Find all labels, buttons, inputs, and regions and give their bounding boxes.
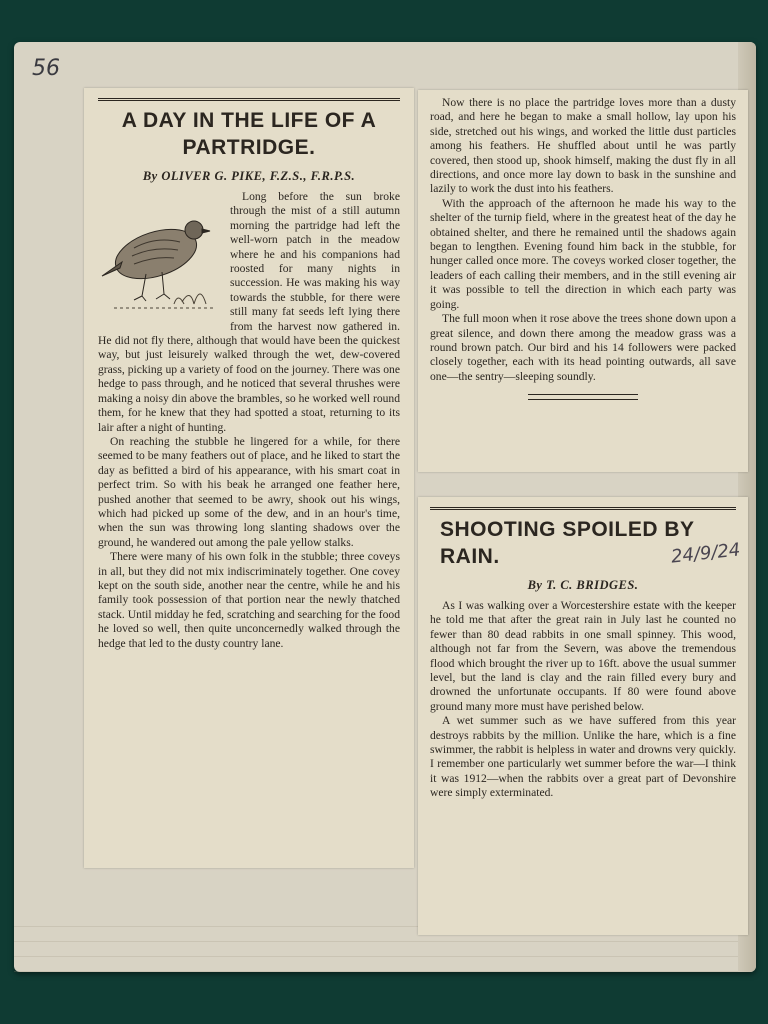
article-paragraph: There were many of his own folk in the stubble; three coveys in all, but they did not mix indiscriminately together. One covey kept on the south side, another near the centre, while he and his family took possession of that portion near the newly thatched stack. Until midday he fed, scratching and searching for the food he loved so well, then quite unconcernedly walked through the hedge that led to the dusty country lane. [98,550,400,650]
partridge-illustration [94,192,224,322]
article-paragraph: A wet summer such as we have suffered from this year destroys rabbits by the million. Unlike the hare, which is a fine swimmer, the rabbit is helpless in water and drowns very quickly. I remember one particularly wet summer before the war—I think it was 1912—when the rabbits over a great part of Devonshire were simply exterminated. [430,714,736,800]
article-title: A DAY IN THE LIFE OF A PARTRIDGE. [121,109,377,159]
article-title: SHOOTING SPOILED BY RAIN. [440,518,695,568]
article-paragraph: Now there is no place the partridge loves more than a dusty road, and here he began to make a small hollow, lay upon his side, stretched out his wings, and worked the little dust particles among his feathers. He shuffled about until he was partly covered, then stood up, shook himself, making the dust fly in all directions, and once more lay down to bask in the sunshine and lazily to work the dust into his feathers. [430,96,736,196]
article-paragraph: As I was walking over a Worcestershire estate with the keeper he told me that after the great rain in July last he counted no fewer than 80 dead rabbits in one small spinney. This wood, although not far from the Severn, was above the tremendous flood which brought the river up to 16ft. above the usual summer level, but the land is clay and the rain filled every bury and drowned the unfortunate occupants. If 80 were found above ground many more must have perished below. [430,599,736,713]
article-paragraph: The full moon when it rose above the trees shone down upon a great silence, and down there among the meadow grass was a round brown patch. Our bird and his 14 followers were packed closely together, each with its head pointing outwards, all save one—the sentry—sleeping soundly. [430,312,736,383]
handwritten-date: 24/9/24 [669,539,741,568]
top-rule [98,98,400,101]
article-paragraph: Long before the sun broke through the mist of a still autumn morning the partridge had left the well-worn patch in the meadow where he and his companions had roosted for many nights in succession. He was making his way towards the stubble, for there were still many fat seeds left lying there from the harvest now gathered in. He did not fly there, although that would have been the quickest way, but just leisurely walked through the wet, dew-covered grass, picking up a variety of food on the journey. There was one hedge to pass through, and he noticed that several thrushes were making a noisy din above the brambles, so he worked well round them, for he knew that they had spotted a stoat, returning to its lair after a night of hunting. [98,190,401,434]
page-number: 56 [32,56,60,81]
scrapbook-page [14,42,756,972]
article-byline: By T. C. BRIDGES. [527,578,639,592]
end-rule [528,394,638,400]
clipping-shooting-rain [418,497,748,935]
article-paragraph: With the approach of the afternoon he made his way to the shelter of the turnip field, where in the greatest heat of the day he obtained shelter, and there he remained until the shadows again began to lengthen. Evening found him back in the stubble, for hunger called once more. The coveys worked closer together, the leaders of each calling their members, and in the still evening air it was possible to tell the direction in which each party was going. [430,196,736,311]
clipping-partridge-continued [418,90,748,472]
article-paragraph: On reaching the stubble he lingered for a while, for there seemed to be many feathers out of place, and he liked to start the day as befitted a bird of his appearance, with his smart coat in perfect trim. So with his beak he arranged one feather here, pushed another that seemed to be awry, shook out his wings, which had picked up some of the dew, and in an hour's time, when the sun was throwing long slanting shadows over the ground, he wandered out among the pale yellow stalks. [98,434,400,549]
article-byline: By OLIVER G. PIKE, F.Z.S., F.R.P.S. [142,169,356,183]
top-rule [430,507,736,510]
clipping-partridge [84,88,414,868]
